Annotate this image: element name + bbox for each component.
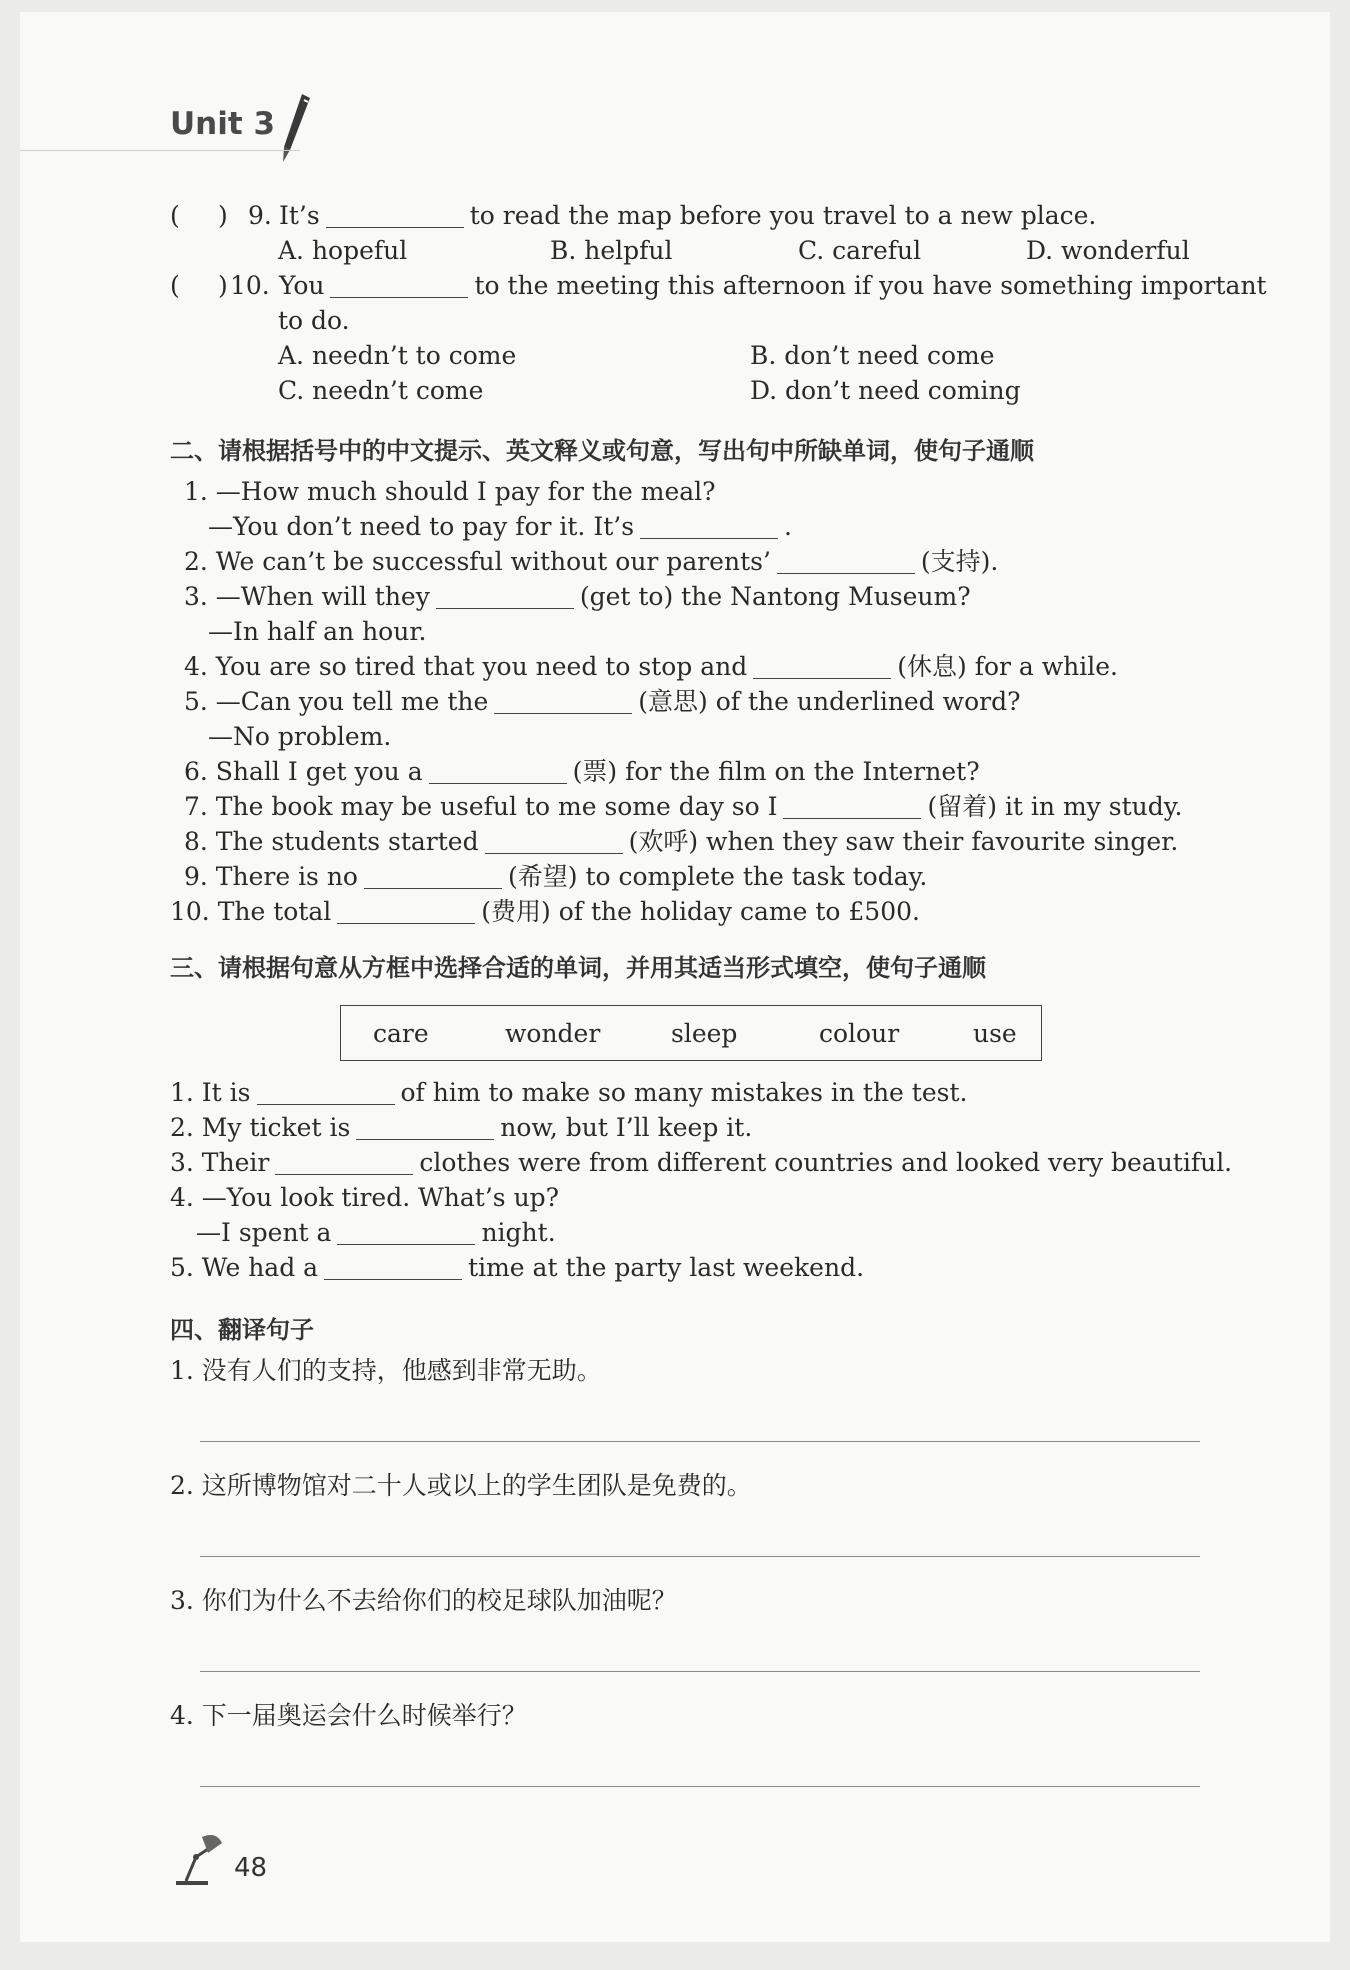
list-item: 6. Shall I get you a (票) for the film on the Internet? [184,757,980,786]
translation-prompt: 1. 没有人们的支持，他感到非常无助。 [170,1356,602,1385]
list-item: —No problem. [208,722,392,751]
option-b[interactable]: B. helpful [550,236,673,265]
blank-line[interactable] [436,582,574,609]
options-row [170,233,1230,268]
option-a[interactable]: A. needn’t to come [278,341,517,370]
question-text: It’s [279,201,320,230]
word-option: colour [819,1019,900,1048]
list-item: 3. —When will they (get to) the Nantong Museum? [184,582,971,611]
blank-line[interactable] [640,512,778,539]
list-item: 8. The students started (欢呼) when they saw their favourite singer. [184,827,1179,856]
list-item: 10. The total (费用) of the holiday came to £500. [170,897,920,926]
list-item: 1. It is of him to make so many mistakes in the test. [170,1078,968,1107]
options-row [170,373,1230,408]
blank-line[interactable] [783,792,921,819]
section-4-items [170,1353,1230,1787]
blank-line[interactable] [337,897,475,924]
list-item: 4. —You look tired. What’s up? [170,1183,560,1212]
list-item: —In half an hour. [208,617,427,646]
pen-icon [278,92,312,164]
list-item: —I spent a night. [196,1218,556,1247]
word-option: sleep [671,1019,738,1048]
exercise-content [170,198,1267,1787]
option-a[interactable]: A. hopeful [278,236,408,265]
answer-paren-close: ) [218,271,228,300]
translation-prompt: 4. 下一届奥运会什么时候举行？ [170,1701,527,1730]
word-option: use [973,1019,1017,1048]
blank-line[interactable] [494,687,632,714]
list-item: —You don’t need to pay for it. It’s . [208,512,792,541]
blank-line[interactable] [326,201,464,228]
option-d[interactable]: D. wonderful [1026,236,1190,265]
question-10 [170,268,1267,303]
blank-line[interactable] [337,1218,475,1245]
unit-title: Unit 3 [170,106,276,142]
page-header [20,12,1330,150]
blank-line[interactable] [324,1253,462,1280]
question-number: 10. [230,271,270,300]
list-item: 4. You are so tired that you need to stop and (休息) for a while. [184,652,1118,681]
answer-paren-close: ) [218,201,228,230]
word-option: care [373,1019,429,1048]
list-item: 9. There is no (希望) to complete the task today. [184,862,928,891]
word-option: wonder [505,1019,601,1048]
translation-prompt: 3. 你们为什么不去给你们的校足球队加油呢？ [170,1586,677,1615]
blank-line[interactable] [330,271,468,298]
answer-paren-open: ( [170,201,180,230]
page-number: 48 [234,1853,268,1883]
option-b[interactable]: B. don’t need come [750,341,995,370]
section-4-title: 四、翻译句子 [170,1316,314,1344]
question-number: 9. [248,201,272,230]
translation-prompt: 2. 这所博物馆对二十人或以上的学生团队是免费的。 [170,1471,752,1500]
blank-line[interactable] [364,862,502,889]
blank-line[interactable] [275,1148,413,1175]
list-item: 3. Their clothes were from different countries and looked very beautiful. [170,1148,1233,1177]
desk-lamp-icon [168,1827,228,1887]
question-text: to the meeting this afternoon if you have something important [474,271,1267,300]
blank-line[interactable] [485,827,623,854]
list-item: 2. We can’t be successful without our parents’ (支持). [184,547,999,576]
section-3-items [170,1075,1233,1285]
answer-paren-open: ( [170,271,180,300]
blank-line[interactable] [777,547,915,574]
question-text: to read the map before you travel to a new place. [469,201,1097,230]
list-item: 5. —Can you tell me the (意思) of the underlined word? [184,687,1021,716]
list-item: 2. My ticket is now, but I’ll keep it. [170,1113,753,1142]
list-item: 1. —How much should I pay for the meal? [184,477,716,506]
header-rule [20,150,300,151]
section-3-title: 三、请根据句意从方框中选择合适的单词，并用其适当形式填空，使句子通顺 [170,954,986,982]
option-c[interactable]: C. needn’t come [278,376,484,405]
section-2-title: 二、请根据括号中的中文提示、英文释义或句意，写出句中所缺单词，使句子通顺 [170,437,1034,465]
question-10-continued [170,303,1230,338]
section-2-items [170,474,1230,929]
list-item: 7. The book may be useful to me some day so I (留着) it in my study. [184,792,1183,821]
word-box [340,1005,1042,1061]
answer-line[interactable] [200,1785,1200,1787]
blank-line[interactable] [257,1078,395,1105]
options-row [170,338,1230,373]
blank-line[interactable] [753,652,891,679]
question-text: to do. [278,306,350,335]
question-9 [170,198,1230,233]
blank-line[interactable] [429,757,567,784]
option-d[interactable]: D. don’t need coming [750,376,1021,405]
blank-line[interactable] [356,1113,494,1140]
list-item: 5. We had a time at the party last weekend. [170,1253,865,1282]
question-text: You [279,271,325,300]
option-c[interactable]: C. careful [798,236,922,265]
worksheet-page [20,12,1330,1942]
